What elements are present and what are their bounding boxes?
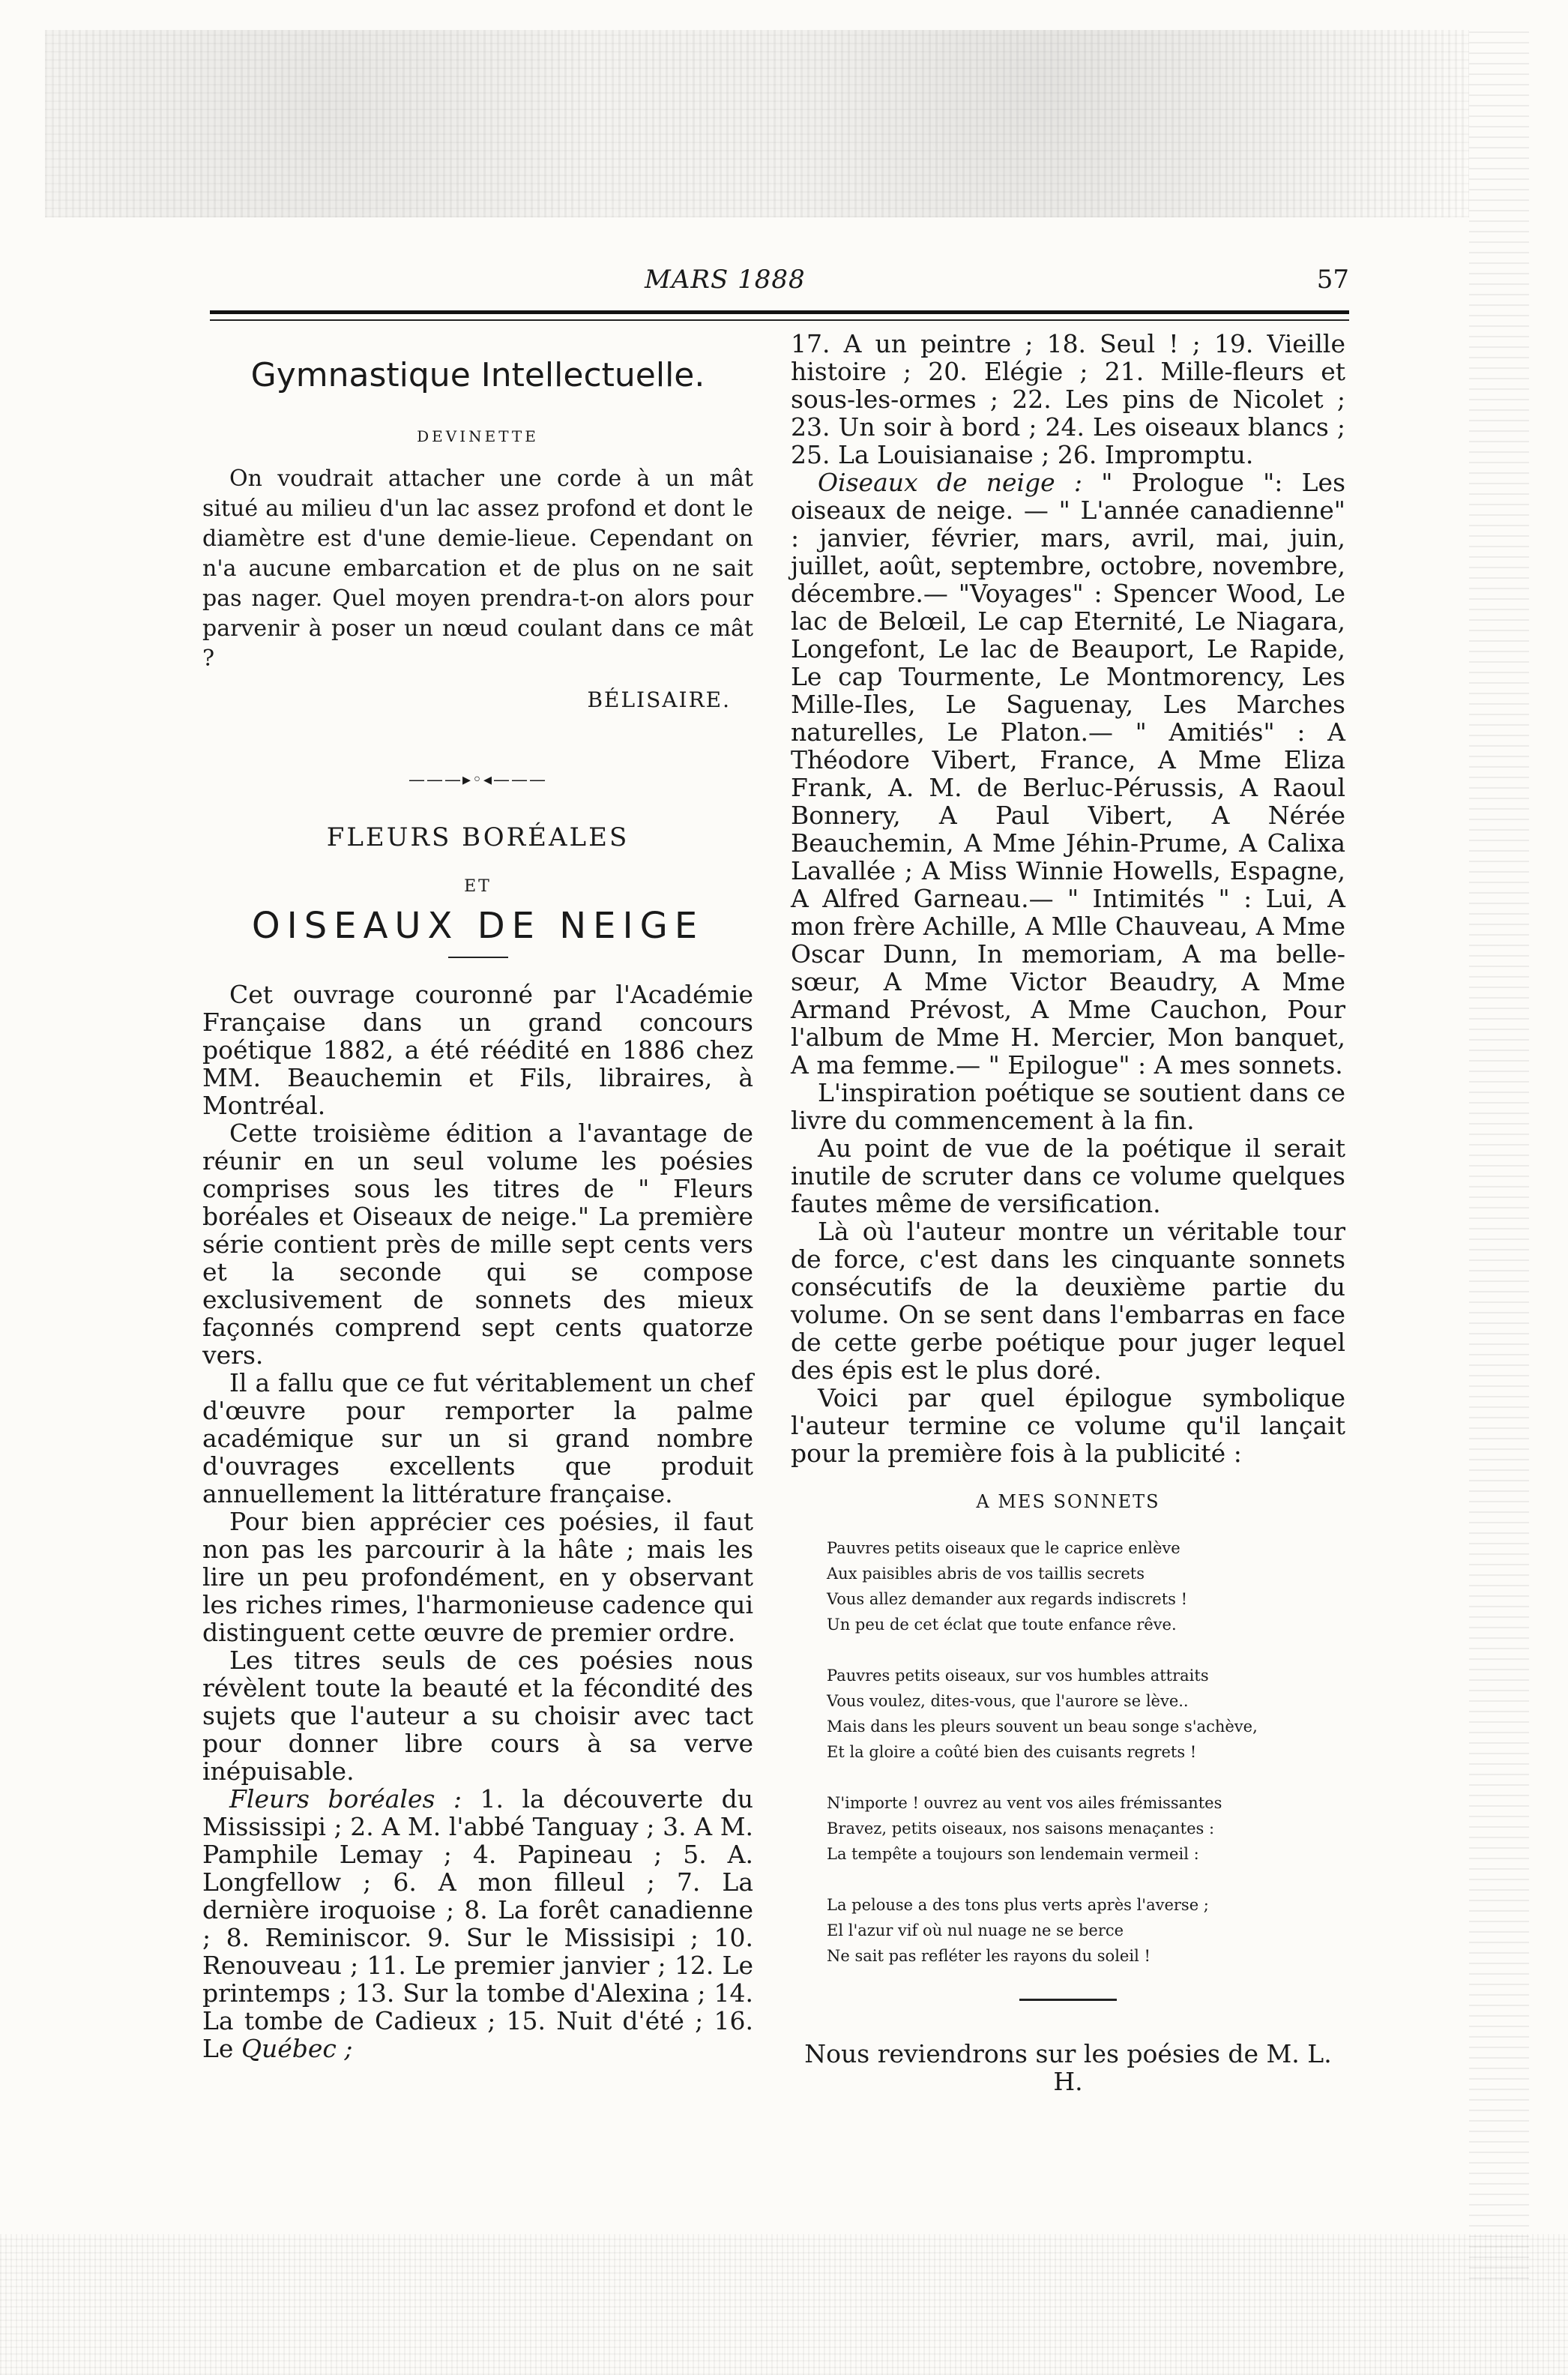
fleurs-list xyxy=(202,1785,753,2062)
fleurs-list-label: Fleurs boréales : xyxy=(229,1784,462,1813)
review-paragraph: Pour bien apprécier ces poésies, il faut non pas les parcourir à la hâte ; mais les lire un peu profondément, en y observant les riches rimes, l'harmonieuse cadence qui distinguent cette œuvre de premier ordre. xyxy=(202,1507,753,1647)
running-head xyxy=(210,265,1349,310)
poem-line: Vous voulez, dites-vous, que l'aurore se lève.. xyxy=(827,1692,1189,1710)
review-paragraph: L'inspiration poétique se soutient dans ce livre du commencement à la fin. xyxy=(791,1078,1345,1135)
poem-line: Ne sait pas refléter les rayons du soleil ! xyxy=(827,1947,1151,1965)
header-month: MARS 1888 xyxy=(645,265,806,295)
right-column xyxy=(791,330,1345,2095)
poem-line: Pauvres petits oiseaux, sur vos humbles attraits xyxy=(827,1667,1209,1685)
poem-line: N'importe ! ouvrez au vent vos ailes frémissantes xyxy=(827,1794,1222,1812)
review-paragraph: Cette troisième édition a l'avantage de réunir en un seul volume les poésies comprises sous les titres de " Fleurs boréales et Oiseaux de neige." La première série contient près de mille sept cents vers et la seconde qui se compose exclusivement de sonnets des mieux façonnés comprend sept cents quatorze vers. xyxy=(202,1119,753,1370)
poem-line: Vous allez demander aux regards indiscrets ! xyxy=(827,1590,1188,1608)
gymnastique-title: Gymnastique Intellectuelle. xyxy=(250,356,705,394)
poem-stanza xyxy=(827,1663,1345,1765)
devinette-subtitle: DEVINETTE xyxy=(417,427,539,445)
left-column xyxy=(202,345,753,2062)
scan-noise-right xyxy=(1469,30,1529,2279)
title-short-rule xyxy=(448,957,508,958)
header-rule-thin xyxy=(210,319,1349,321)
review-title-line2: OISEAUX DE NEIGE xyxy=(251,905,705,947)
page-number: 57 xyxy=(1316,265,1349,295)
review-title-line1: FLEURS BORÉALES xyxy=(326,822,630,852)
oiseaux-list xyxy=(791,469,1345,1079)
poem-line: El l'azur vif où nul nuage ne se berce xyxy=(827,1921,1124,1939)
section-ornament: ———▸◦◂——— xyxy=(408,771,548,789)
oiseaux-list-label: Oiseaux de neige : xyxy=(818,468,1083,497)
poem-line: Pauvres petits oiseaux que le caprice enlève xyxy=(827,1539,1180,1557)
poem-line: Bravez, petits oiseaux, nos saisons menaçantes : xyxy=(827,1819,1215,1837)
fleurs-list-quebec: Québec ; xyxy=(241,2034,353,2063)
poem-line: Un peu de cet éclat que toute enfance rêve. xyxy=(827,1616,1177,1634)
fleurs-list-text: 1. la découverte du Mississipi ; 2. A M. l'abbé Tanguay ; 3. A M. Pamphile Lemay ; 4. Papineau ; 5. A. Longfellow ; 6. A mon filleul ; 7. La dernière iroquoise ; 8. La forêt canadienne ; 8. Reminiscor. 9. Sur le Missisipi ; 10. Renouveau ; 11. Le premier janvier ; 12. Le printemps ; 13. Sur la tombe d'Alexina ; 14. La tombe de Cadieux ; 15. Nuit d'été ; 16. Le xyxy=(202,1784,754,2063)
poem-line: Aux paisibles abris de vos taillis secrets xyxy=(827,1565,1145,1583)
poem-stanza xyxy=(827,1892,1345,1969)
poem-title: A MES SONNETS xyxy=(976,1491,1160,1512)
review-paragraph: Il a fallu que ce fut véritablement un chef d'œuvre pour remporter la palme académique sur un si grand nombre d'ouvrages excellents que produit annuellement la littérature française. xyxy=(202,1368,753,1508)
scan-noise-top xyxy=(45,30,1469,217)
review-paragraph: Les titres seuls de ces poésies nous révèlent toute la beauté et la fécondité des sujets que l'auteur a su choisir avec tact pour donner libre cours à sa verve inépuisable. xyxy=(202,1646,753,1786)
signature: BÉLISAIRE. xyxy=(587,687,731,712)
devinette-text: On voudrait attacher une corde à un mât situé au milieu d'un lac assez profond et dont le diamètre est d'une demie-lieue. Cependant on n'a aucune embarcation et de plus on ne sait pas nager. Quel moyen prendra-t-on alors pour parvenir à poser un nœud coulant dans ce mât ? xyxy=(202,466,753,672)
review-paragraph: Voici par quel épilogue symbolique l'auteur termine ce volume qu'il lançait pour la première fois à la publicité : xyxy=(791,1383,1345,1468)
fleurs-list-continued: 17. A un peintre ; 18. Seul ! ; 19. Vieille histoire ; 20. Elégie ; 21. Mille-fleurs et sous-les-ormes ; 22. Les pins de Nicolet ; 23. Un soir à bord ; 24. Les oiseaux blancs ; 25. La Louisianaise ; 26. Impromptu. xyxy=(791,329,1345,469)
header-rule-thick xyxy=(210,310,1349,314)
review-paragraph: Cet ouvrage couronné par l'Académie Française dans un grand concours poétique 1882, a été réédité en 1886 chez MM. Beauchemin et Fils, libraires, à Montréal. xyxy=(202,980,753,1120)
review-paragraph: Là où l'auteur montre un véritable tour de force, c'est dans les cinquante sonnets consécutifs de la deuxième partie du volume. On se sent dans l'embarras en face de cette gerbe poétique pour juger lequel des épis est le plus doré. xyxy=(791,1217,1345,1385)
poem-line: La tempête a toujours son lendemain vermeil : xyxy=(827,1845,1199,1863)
poem-line: Et la gloire a coûté bien des cuisants regrets ! xyxy=(827,1743,1197,1761)
poem-line: Mais dans les pleurs souvent un beau songe s'achève, xyxy=(827,1718,1258,1736)
poem-line: La pelouse a des tons plus verts après l'averse ; xyxy=(827,1896,1209,1914)
poem-stanza xyxy=(827,1535,1345,1637)
end-rule xyxy=(1019,1999,1117,2001)
closing-line: Nous reviendrons sur les poésies de M. L. H. xyxy=(804,2039,1332,2096)
oiseaux-list-text: " Prologue ": Les oiseaux de neige. — " L'année canadienne" : janvier, février, mars, avril, mai, juin, juillet, août, septembre, octobre, novembre, décembre.— "Voyages" : Spencer Wood, Le lac de Belœil, Le cap Eternité, Le Niagara, Longefont, Le lac de Beauport, Le Rapide, Le cap Tourmente, Le Montmorency, Les Mille-Iles, Le Saguenay, Les Marches naturelles, Le Platon.— " Amitiés" : A Théodore Vibert, France, A Mme Eliza Frank, A. M. de Berluc-Pérussis, A Raoul Bonnery, A Paul Vibert, A Nérée Beauchemin, A Mme Jéhin-Prume, A Calixa Lavallée ; A Miss Winnie Howells, Espagne, A Alfred Garneau.— " Intimités " : Lui, A mon frère Achille, A Mlle Chauveau, A Mme Oscar Dunn, In memoriam, A ma belle-sœur, A Mme Victor Beaudry, A Mme Armand Prévost, A Mme Cauchon, Pour l'album de Mme H. Mercier, Mon banquet, A ma femme.— " Epilogue" : A mes sonnets. xyxy=(791,468,1345,1080)
review-title-et: ET xyxy=(464,877,492,896)
poem-stanza xyxy=(827,1790,1345,1867)
scan-noise-bottom xyxy=(0,2234,1568,2375)
review-paragraph: Au point de vue de la poétique il serait inutile de scruter dans ce volume quelques fautes même de versification. xyxy=(791,1134,1345,1218)
